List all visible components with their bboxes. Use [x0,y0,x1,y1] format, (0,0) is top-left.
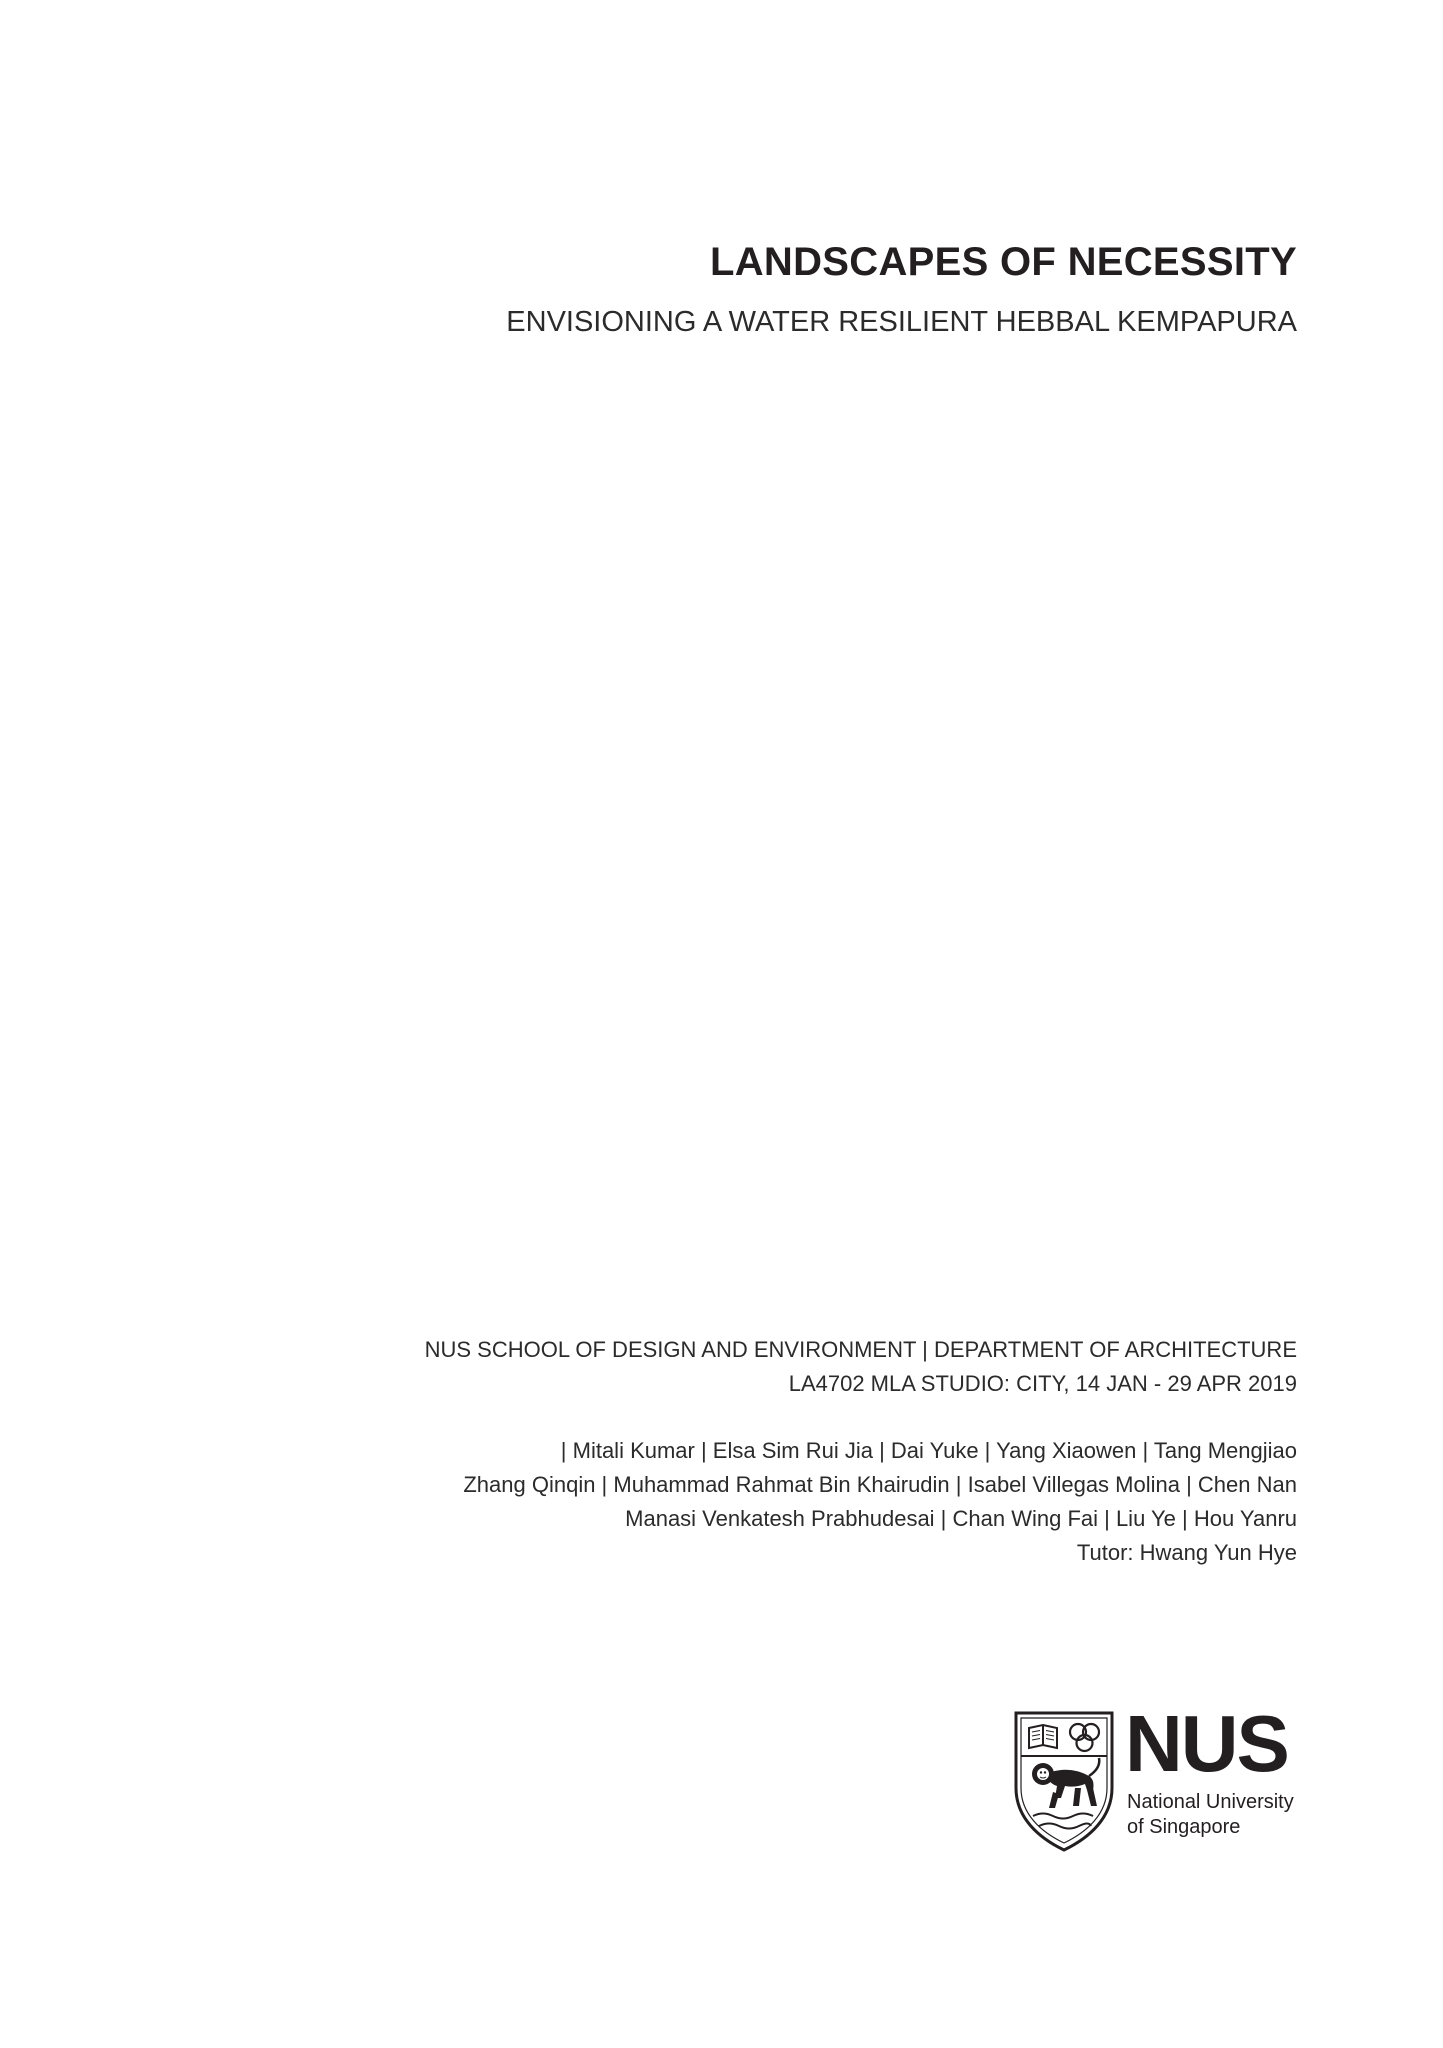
course-line: LA4702 MLA STUDIO: CITY, 14 JAN - 29 APR 2019 [788,1371,1297,1396]
team-members [197,1434,1297,1570]
title-block [197,238,1297,340]
document-title: LANDSCAPES OF NECESSITY [710,240,1297,284]
nus-crest-icon [1013,1710,1115,1854]
institution-info [197,1333,1297,1401]
school-line: NUS SCHOOL OF DESIGN AND ENVIRONMENT | DEPARTMENT OF ARCHITECTURE [424,1337,1297,1362]
university-name-line-2: of Singapore [1127,1816,1241,1838]
members-line-1: | Mitali Kumar | Elsa Sim Rui Jia | Dai Yuke | Yang Xiaowen | Tang Mengjiao [560,1438,1297,1463]
tutor-line: Tutor: Hwang Yun Hye [1076,1540,1297,1565]
members-line-2: Zhang Qinqin | Muhammad Rahmat Bin Khairudin | Isabel Villegas Molina | Chen Nan [463,1472,1297,1497]
university-name-line-1: National University [1127,1791,1294,1813]
nus-logo [1013,1699,1303,1860]
members-line-3: Manasi Venkatesh Prabhudesai | Chan Wing Fai | Liu Ye | Hou Yanru [625,1506,1297,1531]
university-name [1127,1790,1294,1840]
nus-wordmark: NUS [1125,1699,1288,1788]
document-subtitle: ENVISIONING A WATER RESILIENT HEBBAL KEMPAPURA [506,306,1297,338]
